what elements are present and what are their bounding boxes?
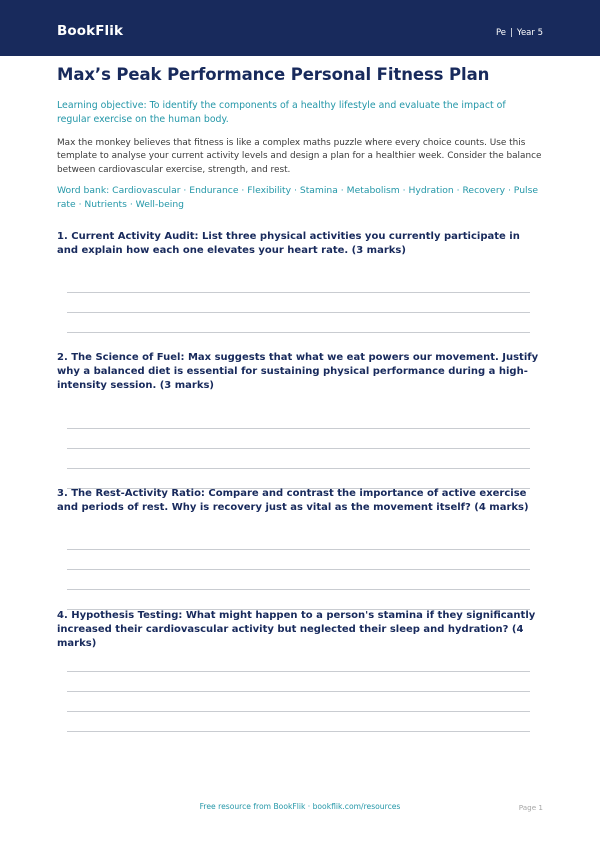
- answer-line[interactable]: [67, 332, 530, 333]
- answer-line[interactable]: [67, 691, 530, 692]
- page-number: Page 1: [518, 803, 543, 812]
- question-4: 4. Hypothesis Testing: What might happen to a person's stamina if they significantly increased their cardiovascular activity but neglected their sleep and hydration? (4 marks): [57, 610, 536, 649]
- subject-year-label: [496, 28, 543, 38]
- word-bank: Word bank: Cardiovascular · Endurance · Flexibility · Stamina · Metabolism · Hydration · Recovery · Pulse rate · Nutrients · Well-being: [57, 185, 539, 210]
- question-2: 2. The Science of Fuel: Max suggests that what we eat powers our movement. Justify why a balanced diet is essential for sustaining physical performance during a high-intensity session. (3 marks): [57, 352, 539, 391]
- answer-line[interactable]: [67, 428, 530, 429]
- answer-line[interactable]: [67, 569, 530, 570]
- answer-line[interactable]: [67, 671, 530, 672]
- subject-label: Pe: [495, 28, 507, 38]
- answer-line[interactable]: [67, 312, 530, 313]
- question-3: 3. The Rest-Activity Ratio: Compare and contrast the importance of active exercise and periods of rest. Why is recovery just as vital as the movement itself? (4 marks): [57, 488, 529, 513]
- answer-line[interactable]: [67, 731, 530, 732]
- year-label: Year 5: [516, 28, 543, 38]
- page-header: [0, 0, 600, 56]
- question-1: 1. Current Activity Audit: List three physical activities you currently participate in and explain how each one elevates your heart rate. (3 marks): [57, 231, 520, 256]
- answer-line[interactable]: [67, 589, 530, 590]
- answer-line[interactable]: [67, 292, 530, 293]
- footer-resource-link[interactable]: Free resource from BookFlik · bookflik.com/resources: [199, 802, 401, 811]
- brand-logo: BookFlik: [57, 23, 124, 39]
- answer-line[interactable]: [67, 448, 530, 449]
- answer-line[interactable]: [67, 549, 530, 550]
- learning-objective: Learning objective: To identify the components of a healthy lifestyle and evaluate the impact of regular exercise on the human body.: [57, 100, 506, 125]
- meta-separator: |: [510, 28, 513, 38]
- answer-line[interactable]: [67, 711, 530, 712]
- worksheet-title: Max’s Peak Performance Personal Fitness Plan: [57, 65, 490, 84]
- answer-line[interactable]: [67, 468, 530, 469]
- intro-paragraph: Max the monkey believes that fitness is like a complex maths puzzle where every choice counts. Use this template to analyse your current activity levels and design a plan for a healthier week. Consider the balance between cardiovascular exercise, strength, and rest.: [57, 138, 542, 175]
